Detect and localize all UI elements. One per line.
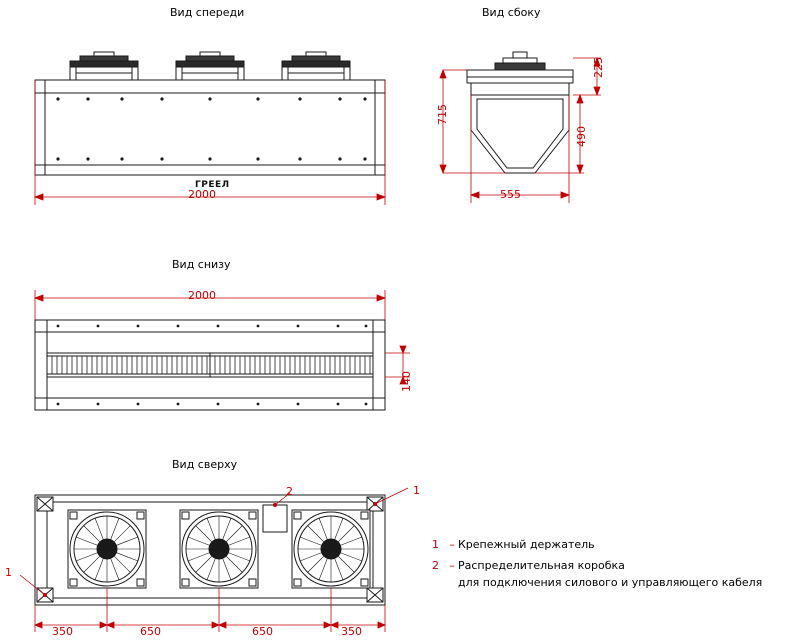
legend-item-2 — [432, 559, 792, 573]
callout-1-left: 1 — [5, 566, 12, 579]
side-view-drawing — [425, 25, 645, 240]
dim-side-height-body: 490 — [575, 126, 588, 147]
legend-item-2-continuation: для подключения силового и управляющего кабеля — [458, 576, 763, 589]
brand-logo: ГРЕЕЛ — [195, 180, 230, 190]
dim-top-mid2: 650 — [252, 625, 273, 638]
legend-item-2-text: Распределительная коробка — [458, 559, 625, 572]
dim-top-left: 350 — [52, 625, 73, 638]
legend-item-1-number: 1 — [432, 538, 439, 551]
dim-side-height-top: 225 — [592, 57, 605, 78]
legend-item-2-number: 2 — [432, 559, 439, 572]
front-view-drawing — [10, 25, 430, 240]
legend-item-2-dash: – — [449, 559, 455, 572]
callout-1-top-right: 1 — [413, 484, 420, 497]
view-title-bottom: Вид снизу — [172, 258, 231, 271]
callout-2-junction-box: 2 — [286, 485, 293, 498]
dim-front-width: 2000 — [188, 188, 216, 201]
dim-top-right: 350 — [341, 625, 362, 638]
legend-item-1 — [432, 538, 792, 552]
dim-side-height-total: 715 — [436, 104, 449, 125]
dim-side-width: 555 — [500, 188, 521, 201]
legend-item-1-text: Крепежный держатель — [458, 538, 595, 551]
dim-bottom-slot-height: 140 — [400, 371, 413, 392]
dim-bottom-width: 2000 — [188, 289, 216, 302]
bottom-view-drawing — [10, 280, 430, 440]
dim-top-mid1: 650 — [140, 625, 161, 638]
legend-item-1-dash: – — [449, 538, 455, 551]
view-title-side: Вид сбоку — [482, 6, 541, 19]
legend — [432, 538, 792, 596]
view-title-top: Вид сверху — [172, 458, 238, 471]
view-title-front: Вид спереди — [170, 6, 245, 19]
top-view-drawing — [10, 480, 430, 640]
